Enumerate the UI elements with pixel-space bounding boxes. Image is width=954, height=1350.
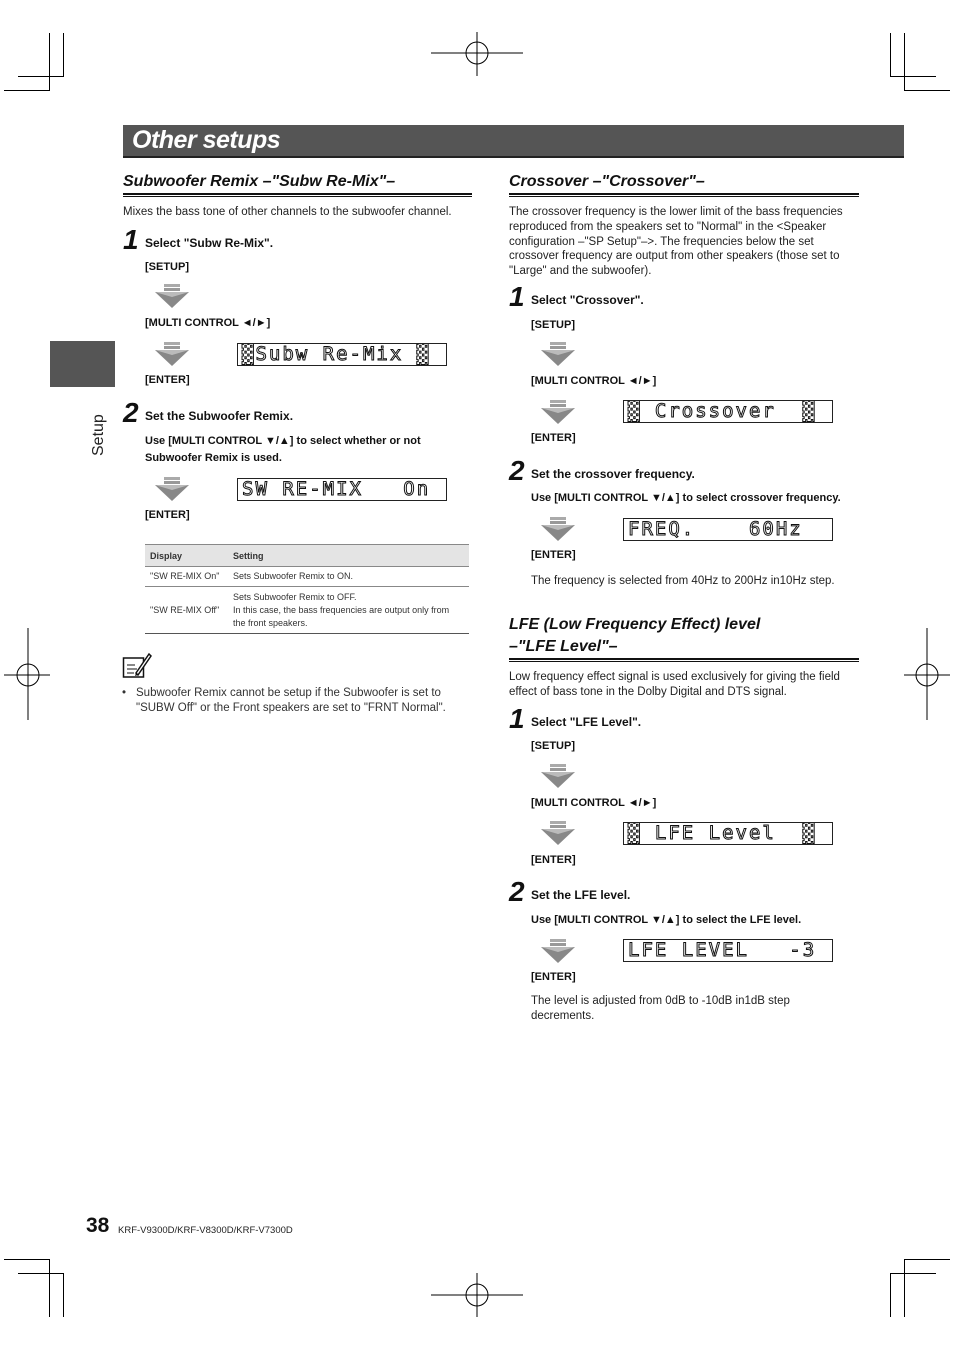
- crossover-enter-label-2: [ENTER]: [531, 549, 576, 561]
- subwoofer-lcd-display-1: ▓Subw Re-Mix ▓: [237, 343, 447, 366]
- lfe-lcd-display-2: LFE LEVEL -3: [623, 939, 833, 962]
- lfe-heading-line1: LFE (Low Frequency Effect) level: [509, 616, 761, 633]
- crossover-intro: The crossover frequency is the lower limit of the bass frequencies reproduced from the speakers set to "Normal" in the <Speaker configuration –"SP Setup"–>. The frequencies below the set crossover frequency are output from other speakers (those set to "Large" and the subwoofer).: [509, 206, 843, 278]
- table-cell-setting: Sets Subwoofer Remix to ON.: [228, 567, 469, 587]
- lfe-result-text: The level is adjusted from 0dB to -10dB in1dB step decrements.: [531, 995, 790, 1022]
- subwoofer-note-text: Subwoofer Remix cannot be setup if the Subwoofer is set to "SUBW Off" or the Front speakers are set to "FRNT Normal".: [136, 687, 446, 714]
- down-arrow-icon: [541, 517, 575, 541]
- crossover-result-text: The frequency is selected from 40Hz to 200Hz in10Hz step.: [531, 575, 835, 587]
- lfe-heading-line2: –"LFE Level"–: [509, 638, 618, 655]
- table-header-display: Display: [145, 545, 228, 567]
- down-arrow-icon: [541, 342, 575, 366]
- page-title: Other setups: [132, 126, 281, 154]
- model-numbers: KRF-V9300D/KRF-V8300D/KRF-V7300D: [118, 1225, 293, 1236]
- lfe-step1-number: 1: [509, 703, 525, 734]
- crossover-enter-label: [ENTER]: [531, 432, 576, 444]
- down-arrow-icon: [541, 400, 575, 424]
- subwoofer-heading: Subwoofer Remix –"Subw Re-Mix"–: [123, 173, 396, 190]
- down-arrow-icon: [541, 939, 575, 963]
- table-header-setting: Setting: [228, 545, 469, 567]
- table-row: [145, 567, 469, 587]
- subwoofer-multi-control-label: [MULTI CONTROL ◄/►]: [145, 317, 271, 329]
- subwoofer-lcd-display-2: SW RE-MIX On: [237, 478, 447, 501]
- table-row: [145, 587, 469, 634]
- down-arrow-icon: [155, 342, 189, 366]
- crossover-heading-rule: [509, 193, 859, 197]
- registration-mark-top: [431, 32, 523, 76]
- side-tab-label: Setup: [90, 414, 107, 456]
- crossover-lcd-display-2: FREQ. 60Hz: [623, 518, 833, 541]
- page-number: 38: [86, 1214, 110, 1237]
- table-header-row: [145, 545, 469, 567]
- lfe-enter-label-2: [ENTER]: [531, 971, 576, 983]
- subwoofer-heading-rule: [123, 193, 472, 197]
- crossover-setup-button-label: [SETUP]: [531, 319, 575, 331]
- down-arrow-icon: [155, 284, 189, 308]
- crossover-heading: Crossover –"Crossover"–: [509, 173, 705, 190]
- lfe-multi-control-label: [MULTI CONTROL ◄/►]: [531, 797, 657, 809]
- subwoofer-step2-number: 2: [123, 397, 139, 428]
- side-tab-block: [50, 341, 115, 387]
- subwoofer-setup-button-label: [SETUP]: [145, 261, 189, 273]
- lfe-heading-rule: [509, 658, 859, 662]
- subwoofer-step1-text: Select "Subw Re-Mix".: [145, 236, 274, 250]
- page-title-bar: [123, 125, 904, 158]
- table-cell-display: "SW RE-MIX Off": [145, 587, 228, 634]
- lfe-enter-label: [ENTER]: [531, 854, 576, 866]
- note-bullet-dot: •: [122, 687, 127, 699]
- subwoofer-intro: Mixes the bass tone of other channels to the subwoofer channel.: [123, 206, 452, 218]
- crossover-step1-number: 1: [509, 281, 525, 312]
- lfe-instruction: Use [MULTI CONTROL ▼/▲] to select the LFE level.: [531, 914, 802, 926]
- subwoofer-enter-label: [ENTER]: [145, 374, 190, 386]
- subwoofer-step1-number: 1: [123, 224, 139, 255]
- crossover-multi-control-label: [MULTI CONTROL ◄/►]: [531, 375, 657, 387]
- subwoofer-enter-label-2: [ENTER]: [145, 509, 190, 521]
- down-arrow-icon: [541, 821, 575, 845]
- registration-mark-left: [4, 628, 50, 720]
- registration-mark-right: [904, 628, 950, 720]
- lfe-lcd-display-1: ▓ LFE Level ▓: [623, 822, 833, 845]
- lfe-setup-button-label: [SETUP]: [531, 740, 575, 752]
- crossover-lcd-display-1: ▓ Crossover ▓: [623, 400, 833, 423]
- crossover-step2-text: Set the crossover frequency.: [531, 467, 695, 481]
- subwoofer-step2-text: Set the Subwoofer Remix.: [145, 409, 294, 423]
- registration-mark-bottom: [431, 1273, 523, 1317]
- table-cell-setting: Sets Subwoofer Remix to OFF. In this case, the bass frequencies are output only from the front speakers.: [228, 587, 469, 634]
- crossover-instruction: Use [MULTI CONTROL ▼/▲] to select crossover frequency.: [531, 492, 841, 504]
- table-cell-display: "SW RE-MIX On": [145, 567, 228, 587]
- subwoofer-instruction-line2: Subwoofer Remix is used.: [145, 452, 282, 464]
- subwoofer-settings-table: [145, 544, 469, 634]
- note-icon: [122, 651, 152, 679]
- crossover-step2-number: 2: [509, 455, 525, 486]
- lfe-step1-text: Select "LFE Level".: [531, 715, 642, 729]
- down-arrow-icon: [541, 764, 575, 788]
- lfe-step2-text: Set the LFE level.: [531, 888, 631, 902]
- down-arrow-icon: [155, 477, 189, 501]
- lfe-step2-number: 2: [509, 876, 525, 907]
- crossover-step1-text: Select "Crossover".: [531, 293, 644, 307]
- subwoofer-instruction-line1: Use [MULTI CONTROL ▼/▲] to select whether or not: [145, 435, 421, 447]
- lfe-intro: Low frequency effect signal is used exclusively for giving the field effect of bass tone in the Dolby Digital and DTS signal.: [509, 671, 840, 698]
